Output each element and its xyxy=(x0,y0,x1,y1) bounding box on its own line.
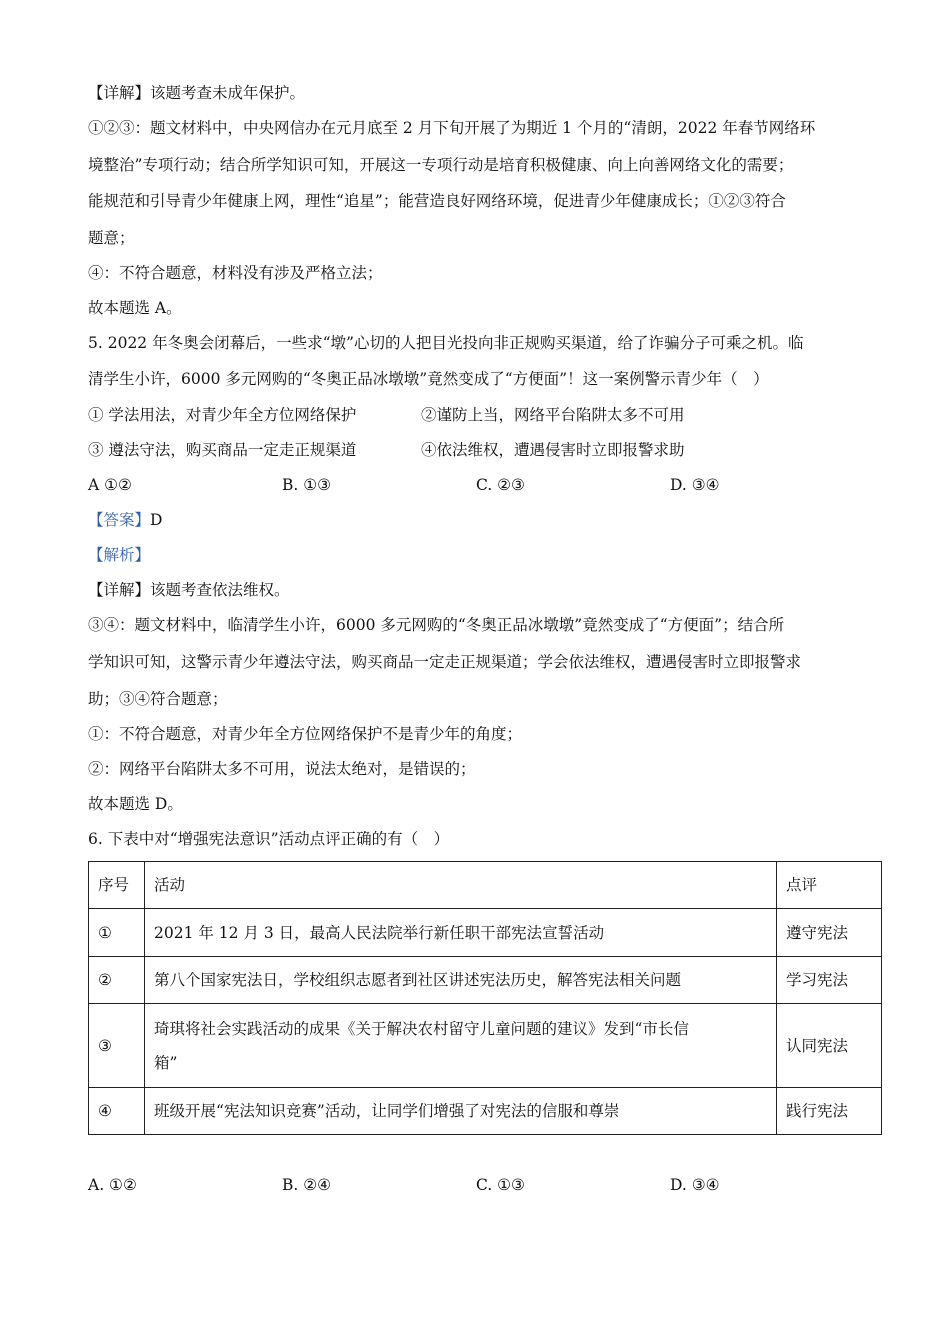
table-row xyxy=(89,909,882,957)
activity-line: 琦琪将社会实践活动的成果《关于解决农村留守儿童问题的建议》发到“市长信 xyxy=(154,1019,689,1038)
answer-value: D xyxy=(150,511,163,529)
table-header-row xyxy=(89,862,882,909)
table-cell-activity: 第八个国家宪法日，学校组织志愿者到社区讲述宪法历史，解答宪法相关问题 xyxy=(145,957,777,1004)
q5-option-c: C. ②③ xyxy=(476,476,525,494)
table-row xyxy=(89,957,882,1004)
table-cell-activity: 2021 年 12 月 3 日，最高人民法院举行新任职干部宪法宣誓活动 xyxy=(145,909,777,957)
q4-conclusion: 故本题选 A。 xyxy=(88,299,182,317)
q6-stem: 6. 下表中对“增强宪法意识”活动点评正确的有（ ） xyxy=(88,830,450,848)
table-cell-activity: 班级开展“宪法知识竞赛”活动，让同学们增强了对宪法的信服和尊崇 xyxy=(145,1088,777,1135)
table-cell-index: ② xyxy=(89,957,145,1004)
q4-detail-line: ①②③：题文材料中，中央网信办在元月底至 2 月下旬开展了为期近 1 个月的“清朗，2022 年春节网络环 xyxy=(88,119,816,137)
table-cell-index: ① xyxy=(89,909,145,957)
q5-conclusion: 故本题选 D。 xyxy=(88,795,183,813)
q4-detail-line: 境整治”专项行动；结合所学知识可知，开展这一专项行动是培育积极健康、向上向善网络文化的需要； xyxy=(88,156,794,174)
table-header-cell: 点评 xyxy=(777,862,882,909)
q5-statement: ④依法维权，遭遇侵害时立即报警求助 xyxy=(421,441,685,459)
q5-detail-line: ①：不符合题意，对青少年全方位网络保护不是青少年的角度； xyxy=(88,725,523,743)
q4-detail-heading: 【详解】该题考查未成年保护。 xyxy=(88,84,306,102)
table-header-cell: 序号 xyxy=(89,862,145,909)
table-cell-activity xyxy=(145,1004,777,1088)
table-cell-comment: 践行宪法 xyxy=(777,1088,882,1135)
q4-detail-line: 题意； xyxy=(88,229,135,247)
q6-option-d: D. ③④ xyxy=(670,1176,720,1194)
q6-option-b: B. ②④ xyxy=(282,1176,332,1194)
activity-line: 箱” xyxy=(154,1053,178,1072)
q5-options xyxy=(88,474,863,496)
table-cell-index: ④ xyxy=(89,1088,145,1135)
q5-detail-line: ③④：题文材料中，临清学生小许，6000 多元网购的“冬奥正品冰墩墩”竟然变成了“方便面”；结合所 xyxy=(88,616,785,634)
q5-statements-row xyxy=(88,439,863,461)
q5-detail-line: 助；③④符合题意； xyxy=(88,690,228,708)
q5-answer xyxy=(88,509,162,531)
q6-table xyxy=(88,861,882,1135)
q5-analysis-label: 【解析】 xyxy=(88,546,151,564)
q4-detail-line: ④：不符合题意，材料没有涉及严格立法； xyxy=(88,264,383,282)
answer-label: 【答案】 xyxy=(88,511,151,529)
table-cell-comment: 遵守宪法 xyxy=(777,909,882,957)
q5-option-b: B. ①③ xyxy=(282,476,332,494)
table-cell-comment: 学习宪法 xyxy=(777,957,882,1004)
q5-statement: ②谨防上当，网络平台陷阱太多不可用 xyxy=(421,406,685,424)
q5-stem-line: 5. 2022 年冬奥会闭幕后，一些求“墩”心切的人把目光投向非正规购买渠道，给了诈骗分子可乘之机。临 xyxy=(88,334,804,352)
q5-detail-line: 学知识可知，这警示青少年遵法守法，购买商品一定走正规渠道；学会依法维权，遭遇侵害时立即报警求 xyxy=(88,653,802,671)
table-cell-index: ③ xyxy=(89,1004,145,1088)
q5-statements-row xyxy=(88,404,863,426)
q6-option-c: C. ①③ xyxy=(476,1176,525,1194)
q6-options xyxy=(88,1174,863,1196)
q5-detail-heading: 【详解】该题考查依法维权。 xyxy=(88,581,290,599)
table-row xyxy=(89,1004,882,1088)
q5-statement: ① 学法用法，对青少年全方位网络保护 xyxy=(88,406,357,424)
table-row xyxy=(89,1088,882,1135)
q5-option-d: D. ③④ xyxy=(670,476,720,494)
q5-stem-line: 清学生小许，6000 多元网购的“冬奥正品冰墩墩”竟然变成了“方便面”！这一案例警示青少年（ ） xyxy=(88,370,769,388)
q4-detail-line: 能规范和引导青少年健康上网，理性“追星”；能营造良好网络环境，促进青少年健康成长；①②③符合 xyxy=(88,192,786,210)
table-cell-comment: 认同宪法 xyxy=(777,1004,882,1088)
q5-option-a: A ①② xyxy=(88,476,132,494)
table-header-cell: 活动 xyxy=(145,862,777,909)
q5-statement: ③ 遵法守法，购买商品一定走正规渠道 xyxy=(88,441,357,459)
q5-detail-line: ②：网络平台陷阱太多不可用，说法太绝对，是错误的； xyxy=(88,760,476,778)
q6-option-a: A. ①② xyxy=(88,1176,137,1194)
